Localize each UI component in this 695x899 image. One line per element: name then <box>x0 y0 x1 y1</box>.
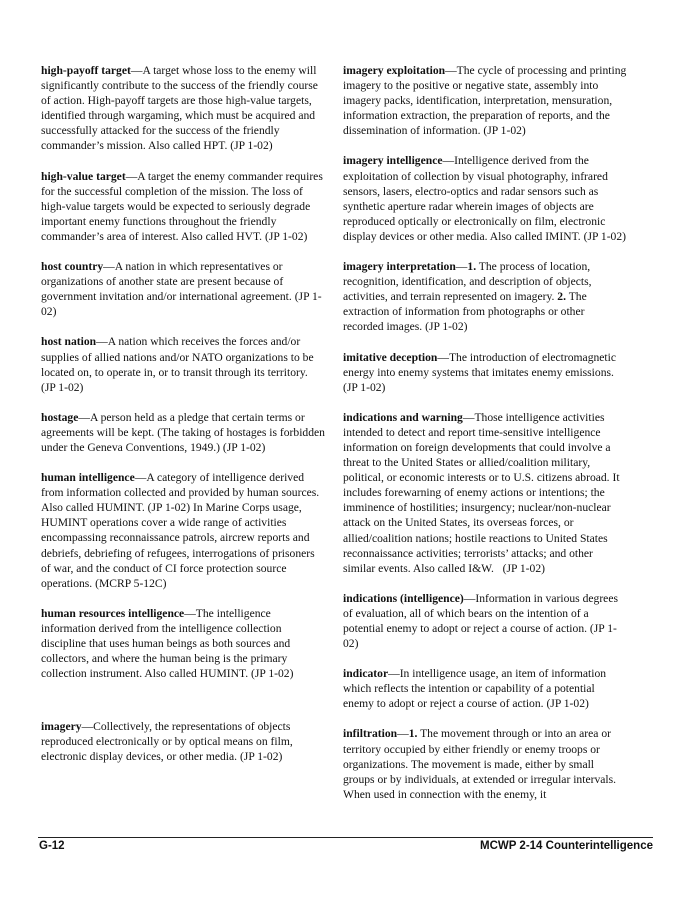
glossary-entry <box>343 259 627 334</box>
entry-definition: A nation which receives the forces and/or supplies of allied nations and/or NATO organizations to be located on, to operate in, or to transit through its territory. (JP 1-02) <box>41 335 314 394</box>
entry-definition: A person held as a pledge that certain terms or agreements will be kept. (The taking of hostages is forbidden under the Geneva Conventions, 1949.) (JP 1-02) <box>41 410 325 454</box>
glossary-entry <box>343 410 627 576</box>
entry-term: imagery interpretation <box>343 260 456 274</box>
glossary-entry <box>343 726 627 801</box>
right-column <box>343 63 627 817</box>
entry-term: imagery exploitation <box>343 64 446 77</box>
entry-term: imagery <box>41 720 82 734</box>
glossary-entry <box>41 719 325 764</box>
entry-term: human resources intelligence <box>41 606 185 620</box>
glossary-entry <box>41 169 325 244</box>
entry-term: host nation <box>41 335 97 349</box>
entry-term: imagery intelligence <box>343 154 443 168</box>
entry-term: indicator <box>343 667 389 681</box>
entry-definition: Collectively, the representations of objects reproduced electronically or by optical means on film, electronic display devices, or other media. (JP 1-02) <box>41 720 293 764</box>
entry-term: indications and warning <box>343 410 463 424</box>
page-number: G-12 <box>39 840 65 852</box>
entry-term: indications (intelligence) <box>343 591 464 605</box>
entry-term: human intelligence <box>41 471 135 485</box>
glossary-entry <box>41 410 325 455</box>
entry-definition: Intelligence derived from the exploitation of collection by visual photography, infrared sensors, lasers, electro-optics and radar sensors such as synthetic aperture radar wherein images of objects are reproduced optically or electronically on film, electronic display devices or other media. Also called IMINT. (JP 1-02) <box>343 154 627 243</box>
glossary-entry <box>41 470 325 591</box>
glossary-entry <box>41 63 325 154</box>
sense-number: 1. <box>467 260 477 274</box>
entry-definition: Information in various degrees of evaluation, all of which bears on the intention of a potential enemy to adopt or reject a course of action. (JP 1-02) <box>343 591 618 651</box>
entry-term: hostage <box>41 410 79 424</box>
glossary-entry <box>343 153 627 244</box>
glossary-entry <box>41 606 325 681</box>
entry-definition: The introduction of electromagnetic energy into enemy systems that imitates enemy emissions. (JP 1-02) <box>343 350 617 394</box>
entry-term: imitative deception <box>343 350 438 364</box>
publication-title: MCWP 2-14 Counterintelligence <box>480 840 653 852</box>
entry-term: high-payoff target <box>41 64 131 77</box>
glossary-entry <box>41 334 325 394</box>
sense-number: 1. <box>408 727 418 741</box>
sense-number: 2. <box>557 290 566 304</box>
entry-term: infiltration <box>343 727 398 741</box>
entry-definition: A target whose loss to the enemy will significantly contribute to the success of the friendly course of action. High-payoff targets are those high-value targets, identified through wargaming, which must be acquired and successfully attacked for the success of the friendly commander’s mission. Also called HPT. (JP 1-02) <box>41 64 318 153</box>
footer-divider <box>38 837 653 838</box>
entry-definition: Those intelligence activities intended to detect and report time-sensitive intelligence information on foreign developments that could involve a threat to the United States or allied/coalition military, political, or economic interests or to U.S. citizens abroad. It includes forewarning of enemy actions or intentions; the imminence of hostilities; insurgency; nuclear/non-nuclear attack on the United States, its overseas forces, or allied/coalition nations; hostile reactions to United States reconnaissance activities; terrorists’ attacks; and other similar events. Also called I&W. (JP 1-02) <box>343 410 623 575</box>
glossary-entry <box>41 259 325 319</box>
entry-definition: The intelligence information derived from the intelligence collection discipline that uses human beings as both sources and collectors, and where the human being is the primary collection instrument. Also called HUMINT. (JP 1-02) <box>41 606 294 681</box>
entry-definition: The movement through or into an area or territory occupied by either friendly or enemy troops or organizations. The movement is made, either by small groups or by individuals, at extended or irregular intervals. When used in connection with the enemy, it <box>343 727 617 801</box>
entry-definition: A category of intelligence derived from information collected and provided by human sources. Also called HUMINT. (JP 1-02) In Marine Corps usage, HUMINT operations cover a wide range of activities encompassing reconnaissance patrols, aircrew reports and debriefs, debriefing of refugees, interrogations of prisoners of war, and the conduct of CI force protection source operations. (MCRP 5-12C) <box>41 471 320 590</box>
glossary-entry <box>343 666 627 711</box>
glossary-entry <box>343 63 627 138</box>
glossary-entry <box>343 350 627 395</box>
entry-term: high-value target <box>41 169 126 183</box>
left-column <box>41 63 325 780</box>
entry-term: host country <box>41 260 104 274</box>
entry-definition: The extraction of information from photographs or other recorded images. (JP 1-02) <box>343 290 587 334</box>
entry-definition: A target the enemy commander requires for the successful completion of the mission. The loss of high-value targets would be expected to seriously degrade important enemy functions throughout the friendly commander’s area of interest. Also called HVT. (JP 1-02) <box>41 169 323 243</box>
entry-definition: The process of location, recognition, identification, and description of objects, activities, and terrain represented on imagery. <box>343 260 592 304</box>
entry-definition: In intelligence usage, an item of information which reflects the intention or capability of a potential enemy to adopt or reject a course of action. (JP 1-02) <box>343 667 607 711</box>
entry-definition: The cycle of processing and printing imagery to the positive or negative state, assembly into imagery packs, identification, interpretation, mensuration, information extraction, the preparation of reports, and the dissemination of information. (JP 1-02) <box>343 64 627 138</box>
glossary-entry <box>343 591 627 651</box>
entry-definition: A nation in which representatives or organizations of another state are present because of government invitation and/or international agreement. (JP 1-02) <box>41 260 322 319</box>
